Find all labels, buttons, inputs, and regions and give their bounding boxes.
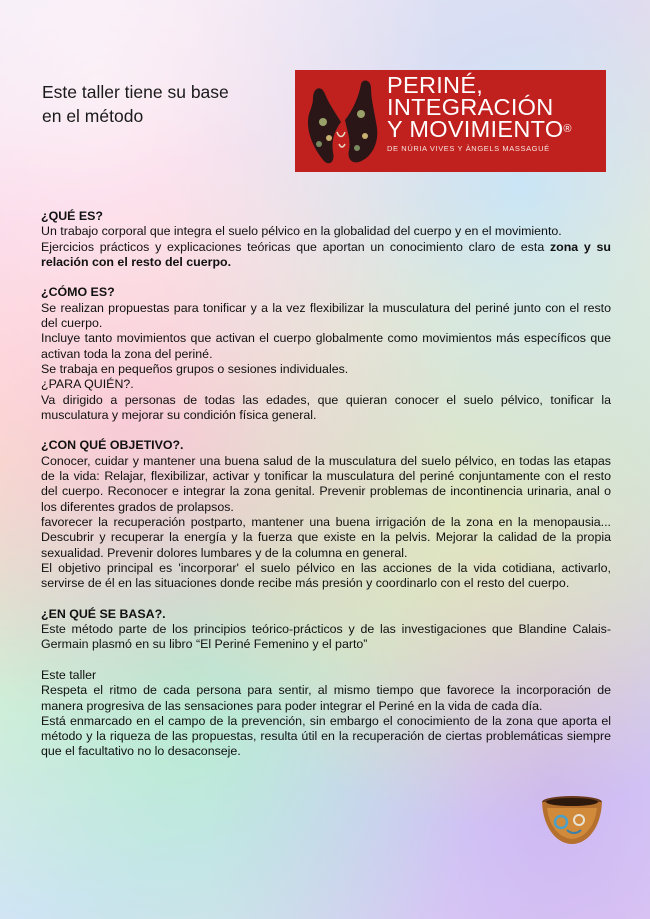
heading-basa: ¿EN QUÉ SE BASA?. <box>41 606 166 621</box>
paragraph: Va dirigido a personas de todas las edades, que quieran conocer el suelo pélvico, tonificar la musculatura y mejorar su condición física general. <box>41 392 611 422</box>
paragraph: favorecer la recuperación postparto, mantener una buena irrigación de la zona en la menopausia... Descubrir y recuperar la energía y la fuerza que existe en la pelvis. Mejorar la calidad de la propia sexualidad. Prevenir dolores lumbares y de la columna en general. <box>41 514 611 560</box>
paragraph: Se trabaja en pequeños grupos o sesiones individuales. <box>41 361 349 376</box>
pelvis-figure-icon <box>301 74 383 168</box>
logo-subtitle: DE NÚRIA VIVES Y ÀNGELS MASSAGUÉ <box>387 144 550 153</box>
paragraph: Está enmarcado en el campo de la prevención, sin embargo el conocimiento de la zona que aporta el método y la riqueza de las propuestas, resulta útil en la recuperación de ciertas problemáticas siempre que el facultativo no lo desaconseje. <box>41 713 611 759</box>
paragraph: Este taller <box>41 667 97 682</box>
paragraph: Se realizan propuestas para tonificar y a la vez flexibilizar la musculatura del periné junto con el resto del cuerpo. <box>41 300 611 331</box>
paragraph: Ejercicios prácticos y explicaciones teóricas que aportan un conocimiento claro de esta zona y su relación con el resto del cuerpo. <box>41 239 611 269</box>
logo-line-1: PERINÉ, <box>387 72 484 98</box>
heading-que-es: ¿QUÉ ES? <box>41 209 103 223</box>
logo <box>295 70 606 172</box>
bowl-icon <box>539 794 605 848</box>
logo-line-3: Y MOVIMIENTO® <box>387 116 572 142</box>
paragraph: El objetivo principal es 'incorporar' el suelo pélvico en las acciones de la vida cotidiana, activarlo, servirse de él en las situaciones donde recibe más presión y coordinarlo con el resto del cuerpo. <box>41 560 611 591</box>
intro-text: Este taller tiene su base en el método <box>42 82 229 126</box>
heading-como-es: ¿CÓMO ES? <box>41 285 115 300</box>
logo-line-2: INTEGRACIÓN <box>387 94 554 120</box>
paragraph: ¿PARA QUIÉN?. <box>41 377 134 392</box>
paragraph: Un trabajo corporal que integra el suelo pélvico en la globalidad del cuerpo y en el movimiento. <box>41 224 562 239</box>
paragraph: Incluye tanto movimientos que activan el cuerpo globalmente como movimientos más específicos que activan toda la zona del periné. <box>41 331 611 361</box>
paragraph: Respeta el ritmo de cada persona para sentir, al mismo tiempo que favorece la incorporación de manera progresiva de las sensaciones para poder integrar el Periné en la vida de cada día. <box>41 683 611 713</box>
bold-phrase: zona y su relación con el resto del cuerpo. <box>41 239 611 269</box>
heading-objetivo: ¿CON QUÉ OBJETIVO?. <box>41 438 184 453</box>
registered-mark: ® <box>563 123 572 135</box>
paragraph: Conocer, cuidar y mantener una buena salud de la musculatura del suelo pélvico, en todas las etapas de la vida: Relajar, flexibilizar, activar y tonificar la musculatura del periné conjuntamente con el resto del cuerpo. Reconocer e integrar la zona genital. Prevenir problemas de incontinencia urinaria, anal o los diferentes grados de prolapsos. <box>41 453 611 514</box>
main-content <box>41 209 611 760</box>
paragraph: Este método parte de los principios teórico-prácticos y de las investigaciones que Blandine Calais-Germain plasmó en su libro “El Periné Femenino y el parto” <box>41 622 611 652</box>
logo-text <box>387 74 572 153</box>
